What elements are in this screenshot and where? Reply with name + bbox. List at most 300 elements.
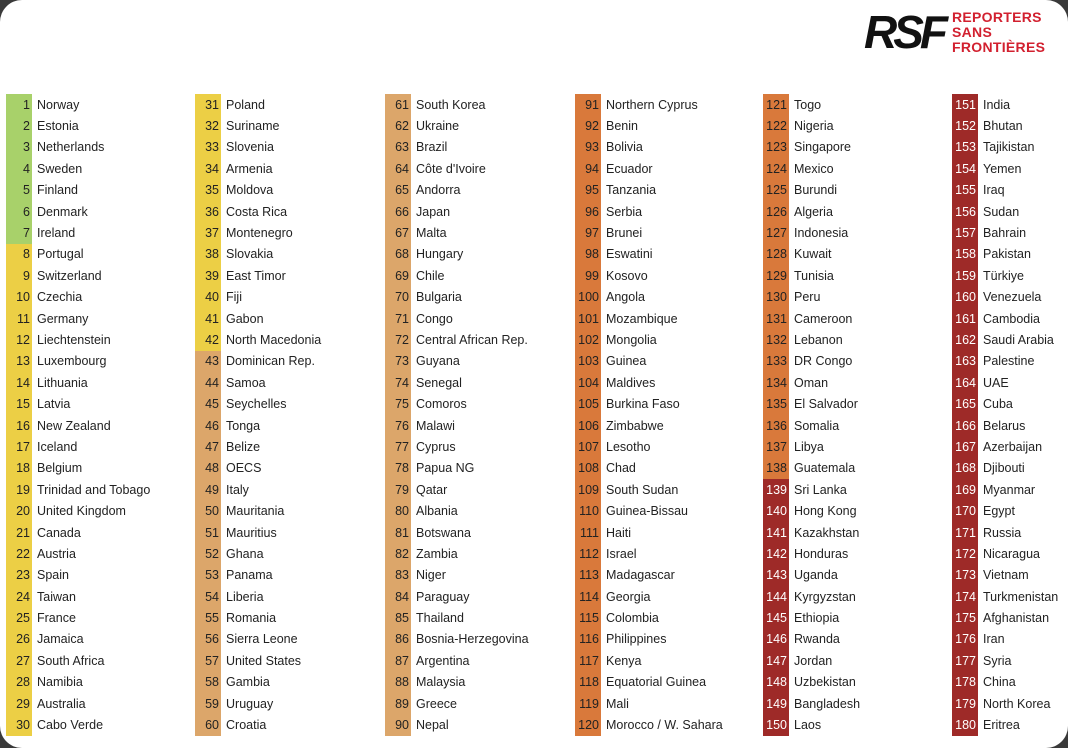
rank-number: 164	[952, 372, 978, 393]
rank-number: 83	[385, 565, 411, 586]
rank-number: 85	[385, 607, 411, 628]
ranking-row	[575, 201, 755, 222]
rank-number: 5	[6, 180, 32, 201]
country-name: Seychelles	[226, 397, 287, 412]
rank-number: 97	[575, 222, 601, 243]
ranking-row	[195, 201, 375, 222]
rank-number: 133	[763, 351, 789, 372]
ranking-row	[385, 522, 565, 543]
country-name: UAE	[983, 375, 1009, 390]
rank-number: 32	[195, 115, 221, 136]
country-name: Congo	[416, 311, 453, 326]
country-name: Central African Rep.	[416, 332, 528, 347]
country-name: DR Congo	[794, 354, 853, 369]
country-name: Bhutan	[983, 119, 1023, 134]
ranking-row	[952, 500, 1068, 521]
country-name: Niger	[416, 568, 446, 583]
rank-number: 29	[6, 693, 32, 714]
country-name: Luxembourg	[37, 354, 107, 369]
rank-number: 45	[195, 393, 221, 414]
ranking-row	[952, 436, 1068, 457]
rsf-logo-mark: RSF	[864, 6, 944, 58]
rank-number: 132	[763, 329, 789, 350]
ranking-row	[195, 308, 375, 329]
ranking-row	[6, 714, 186, 735]
rank-number: 57	[195, 650, 221, 671]
country-name: Chad	[606, 461, 636, 476]
country-name: Iran	[983, 632, 1005, 647]
ranking-row	[575, 94, 755, 115]
rank-number: 131	[763, 308, 789, 329]
ranking-row	[6, 458, 186, 479]
ranking-row	[385, 586, 565, 607]
rank-number: 119	[575, 693, 601, 714]
rank-number: 127	[763, 222, 789, 243]
country-name: Maldives	[606, 375, 656, 390]
country-name: Thailand	[416, 611, 464, 626]
ranking-row	[952, 222, 1068, 243]
ranking-row	[763, 522, 943, 543]
ranking-row	[952, 115, 1068, 136]
rank-number: 157	[952, 222, 978, 243]
ranking-row	[763, 351, 943, 372]
rank-number: 48	[195, 458, 221, 479]
ranking-row	[575, 586, 755, 607]
country-name: Mauritania	[226, 504, 285, 519]
country-name: Brunei	[606, 226, 643, 241]
country-name: Turkmenistan	[983, 589, 1059, 604]
rank-number: 81	[385, 522, 411, 543]
rank-number: 10	[6, 287, 32, 308]
country-name: Romania	[226, 611, 277, 626]
rank-number: 64	[385, 158, 411, 179]
ranking-row	[952, 137, 1068, 158]
country-name: United Kingdom	[37, 504, 126, 519]
country-name: Saudi Arabia	[983, 332, 1054, 347]
country-name: Colombia	[606, 611, 659, 626]
ranking-row	[763, 393, 943, 414]
country-name: Kyrgyzstan	[794, 589, 856, 604]
rank-number: 47	[195, 436, 221, 457]
country-name: Iceland	[37, 439, 78, 454]
ranking-column	[575, 94, 755, 736]
rank-number: 174	[952, 586, 978, 607]
country-name: Kosovo	[606, 268, 648, 283]
ranking-row	[195, 479, 375, 500]
rank-number: 43	[195, 351, 221, 372]
ranking-row	[952, 479, 1068, 500]
rank-number: 25	[6, 607, 32, 628]
country-name: Spain	[37, 568, 69, 583]
country-name: Venezuela	[983, 290, 1042, 305]
ranking-row	[6, 436, 186, 457]
country-name: Northern Cyprus	[606, 97, 698, 112]
ranking-row	[6, 543, 186, 564]
rank-number: 161	[952, 308, 978, 329]
rank-number: 175	[952, 607, 978, 628]
rank-number: 78	[385, 458, 411, 479]
country-name: Tunisia	[794, 268, 834, 283]
ranking-row	[195, 158, 375, 179]
rank-number: 14	[6, 372, 32, 393]
ranking-row	[952, 607, 1068, 628]
rank-number: 150	[763, 714, 789, 735]
country-name: Panama	[226, 568, 273, 583]
ranking-row	[195, 565, 375, 586]
country-name: Switzerland	[37, 268, 102, 283]
country-name: Eritrea	[983, 718, 1020, 733]
country-name: Angola	[606, 290, 645, 305]
ranking-row	[385, 372, 565, 393]
rank-number: 71	[385, 308, 411, 329]
rank-number: 141	[763, 522, 789, 543]
ranking-row	[385, 329, 565, 350]
rank-number: 80	[385, 500, 411, 521]
country-name: Lesotho	[606, 439, 651, 454]
rank-number: 31	[195, 94, 221, 115]
ranking-row	[952, 158, 1068, 179]
country-name: Latvia	[37, 397, 71, 412]
country-name: Hungary	[416, 247, 464, 262]
rank-number: 86	[385, 629, 411, 650]
country-name: Kuwait	[794, 247, 832, 262]
ranking-row	[763, 308, 943, 329]
country-name: Papua NG	[416, 461, 475, 476]
rank-number: 153	[952, 137, 978, 158]
rank-number: 122	[763, 115, 789, 136]
rank-number: 95	[575, 180, 601, 201]
country-name: Finland	[37, 183, 78, 198]
country-name: Eswatini	[606, 247, 653, 262]
rank-number: 50	[195, 500, 221, 521]
country-name: Burundi	[794, 183, 838, 198]
ranking-row	[763, 180, 943, 201]
rank-number: 62	[385, 115, 411, 136]
ranking-row	[763, 201, 943, 222]
country-name: Ecuador	[606, 161, 653, 176]
country-name: Sierra Leone	[226, 632, 298, 647]
country-name: Guatemala	[794, 461, 856, 476]
rank-number: 77	[385, 436, 411, 457]
rank-number: 89	[385, 693, 411, 714]
ranking-row	[575, 458, 755, 479]
country-name: Belgium	[37, 461, 83, 476]
country-name: Guyana	[416, 354, 460, 369]
rank-number: 67	[385, 222, 411, 243]
ranking-row	[6, 479, 186, 500]
rank-number: 16	[6, 415, 32, 436]
country-name: Cyprus	[416, 439, 456, 454]
rank-number: 35	[195, 180, 221, 201]
country-name: Philippines	[606, 632, 667, 647]
rank-number: 88	[385, 672, 411, 693]
country-name: Slovenia	[226, 140, 274, 155]
country-name: Georgia	[606, 589, 651, 604]
ranking-row	[575, 244, 755, 265]
rank-number: 108	[575, 458, 601, 479]
ranking-row	[6, 158, 186, 179]
rank-number: 20	[6, 500, 32, 521]
ranking-row	[195, 436, 375, 457]
ranking-row	[763, 458, 943, 479]
country-name: Comoros	[416, 397, 467, 412]
ranking-row	[763, 244, 943, 265]
country-name: China	[983, 675, 1016, 690]
ranking-row	[575, 693, 755, 714]
rank-number: 126	[763, 201, 789, 222]
rank-number: 168	[952, 458, 978, 479]
rank-number: 176	[952, 629, 978, 650]
ranking-row	[6, 672, 186, 693]
country-name: Czechia	[37, 290, 83, 305]
ranking-row	[385, 137, 565, 158]
ranking-row	[6, 308, 186, 329]
rank-number: 63	[385, 137, 411, 158]
ranking-row	[385, 607, 565, 628]
country-name: Moldova	[226, 183, 274, 198]
ranking-row	[952, 693, 1068, 714]
country-name: Jordan	[794, 653, 833, 668]
rank-number: 1	[6, 94, 32, 115]
ranking-row	[575, 158, 755, 179]
rank-number: 90	[385, 714, 411, 735]
ranking-row	[575, 137, 755, 158]
ranking-row	[763, 500, 943, 521]
country-name: Gambia	[226, 675, 270, 690]
country-name: Austria	[37, 546, 76, 561]
rank-number: 170	[952, 500, 978, 521]
country-name: Cambodia	[983, 311, 1040, 326]
country-name: Tajikistan	[983, 140, 1035, 155]
rank-number: 23	[6, 565, 32, 586]
rank-number: 38	[195, 244, 221, 265]
country-name: Malta	[416, 226, 447, 241]
country-name: Côte d'Ivoire	[416, 161, 486, 176]
country-name: Botswana	[416, 525, 471, 540]
ranking-row	[6, 265, 186, 286]
rank-number: 163	[952, 351, 978, 372]
rank-number: 112	[575, 543, 601, 564]
country-name: Taiwan	[37, 589, 76, 604]
rank-number: 75	[385, 393, 411, 414]
rank-number: 117	[575, 650, 601, 671]
rank-number: 30	[6, 714, 32, 735]
country-name: Cabo Verde	[37, 718, 104, 733]
rank-number: 8	[6, 244, 32, 265]
ranking-row	[575, 115, 755, 136]
ranking-row	[575, 565, 755, 586]
ranking-row	[385, 94, 565, 115]
rank-number: 166	[952, 415, 978, 436]
rsf-logo-line2: SANS FRONTIÈRES	[952, 23, 1046, 55]
ranking-row	[575, 265, 755, 286]
rank-number: 105	[575, 393, 601, 414]
ranking-row	[6, 287, 186, 308]
country-name: Malawi	[416, 418, 455, 433]
country-name: Bolivia	[606, 140, 643, 155]
ranking-row	[575, 222, 755, 243]
ranking-row	[575, 629, 755, 650]
rank-number: 2	[6, 115, 32, 136]
rank-number: 24	[6, 586, 32, 607]
ranking-row	[6, 565, 186, 586]
ranking-row	[385, 693, 565, 714]
rank-number: 26	[6, 629, 32, 650]
rank-number: 76	[385, 415, 411, 436]
country-name: Gabon	[226, 311, 264, 326]
ranking-row	[385, 565, 565, 586]
rank-number: 109	[575, 479, 601, 500]
rsf-logo	[864, 6, 1068, 58]
rank-number: 118	[575, 672, 601, 693]
rank-number: 154	[952, 158, 978, 179]
country-name: Oman	[794, 375, 829, 390]
rank-number: 128	[763, 244, 789, 265]
country-name: Namibia	[37, 675, 83, 690]
ranking-row	[952, 351, 1068, 372]
ranking-row	[385, 500, 565, 521]
country-name: Denmark	[37, 204, 88, 219]
rank-number: 36	[195, 201, 221, 222]
country-name: North Macedonia	[226, 332, 322, 347]
ranking-row	[763, 137, 943, 158]
country-name: Afghanistan	[983, 611, 1050, 626]
rank-number: 110	[575, 500, 601, 521]
rank-number: 99	[575, 265, 601, 286]
ranking-row	[575, 372, 755, 393]
country-name: Liechtenstein	[37, 332, 111, 347]
ranking-row	[6, 629, 186, 650]
country-name: Canada	[37, 525, 81, 540]
rank-number: 92	[575, 115, 601, 136]
rank-number: 9	[6, 265, 32, 286]
ranking-row	[575, 522, 755, 543]
country-name: Suriname	[226, 119, 280, 134]
rank-number: 100	[575, 287, 601, 308]
rank-number: 178	[952, 672, 978, 693]
rank-number: 123	[763, 137, 789, 158]
rank-number: 169	[952, 479, 978, 500]
rank-number: 162	[952, 329, 978, 350]
rank-number: 15	[6, 393, 32, 414]
rank-number: 146	[763, 629, 789, 650]
ranking-row	[575, 543, 755, 564]
rank-number: 114	[575, 586, 601, 607]
rank-number: 91	[575, 94, 601, 115]
country-name: Mozambique	[606, 311, 678, 326]
ranking-row	[195, 222, 375, 243]
country-name: Mongolia	[606, 332, 657, 347]
rank-number: 101	[575, 308, 601, 329]
ranking-row	[575, 308, 755, 329]
rank-number: 173	[952, 565, 978, 586]
rank-number: 60	[195, 714, 221, 735]
country-name: South Sudan	[606, 482, 679, 497]
rank-number: 7	[6, 222, 32, 243]
ranking-row	[763, 543, 943, 564]
country-name: South Africa	[37, 653, 105, 668]
ranking-row	[195, 287, 375, 308]
ranking-row	[575, 500, 755, 521]
country-name: Mali	[606, 696, 629, 711]
rank-number: 156	[952, 201, 978, 222]
country-name: Mexico	[794, 161, 834, 176]
country-name: Honduras	[794, 546, 849, 561]
rank-number: 79	[385, 479, 411, 500]
ranking-row	[763, 714, 943, 735]
rank-number: 28	[6, 672, 32, 693]
rank-number: 17	[6, 436, 32, 457]
ranking-row	[385, 222, 565, 243]
rank-number: 98	[575, 244, 601, 265]
ranking-row	[952, 287, 1068, 308]
country-name: Qatar	[416, 482, 448, 497]
ranking-row	[952, 393, 1068, 414]
rank-number: 129	[763, 265, 789, 286]
rank-number: 145	[763, 607, 789, 628]
country-name: Netherlands	[37, 140, 105, 155]
country-name: Andorra	[416, 183, 461, 198]
country-name: East Timor	[226, 268, 286, 283]
country-name: Liberia	[226, 589, 264, 604]
rank-number: 142	[763, 543, 789, 564]
country-name: Lebanon	[794, 332, 843, 347]
ranking-row	[385, 436, 565, 457]
ranking-row	[952, 586, 1068, 607]
country-name: Trinidad and Tobago	[37, 482, 151, 497]
ranking-row	[575, 329, 755, 350]
rank-number: 59	[195, 693, 221, 714]
ranking-row	[385, 415, 565, 436]
rank-number: 13	[6, 351, 32, 372]
ranking-row	[6, 351, 186, 372]
country-name: Bulgaria	[416, 290, 462, 305]
ranking-row	[575, 436, 755, 457]
country-name: Somalia	[794, 418, 840, 433]
country-name: Bosnia-Herzegovina	[416, 632, 529, 647]
country-name: Brazil	[416, 140, 448, 155]
country-name: Kenya	[606, 653, 642, 668]
country-name: Norway	[37, 97, 80, 112]
country-name: Germany	[37, 311, 89, 326]
ranking-row	[763, 607, 943, 628]
country-name: Chile	[416, 268, 445, 283]
rank-number: 46	[195, 415, 221, 436]
country-name: Sri Lanka	[794, 482, 847, 497]
ranking-row	[195, 714, 375, 735]
ranking-row	[952, 522, 1068, 543]
ranking-row	[385, 351, 565, 372]
ranking-row	[575, 415, 755, 436]
ranking-row	[385, 308, 565, 329]
country-name: Jamaica	[37, 632, 84, 647]
country-name: Montenegro	[226, 226, 293, 241]
ranking-row	[6, 607, 186, 628]
ranking-row	[6, 586, 186, 607]
ranking-column	[763, 94, 943, 736]
country-name: North Korea	[983, 696, 1051, 711]
country-name: Uzbekistan	[794, 675, 856, 690]
ranking-row	[6, 393, 186, 414]
ranking-row	[6, 201, 186, 222]
country-name: Ghana	[226, 546, 264, 561]
rank-number: 171	[952, 522, 978, 543]
country-name: Armenia	[226, 161, 273, 176]
country-name: Nigeria	[794, 119, 834, 134]
rank-number: 68	[385, 244, 411, 265]
country-name: Libya	[794, 439, 824, 454]
rank-number: 116	[575, 629, 601, 650]
